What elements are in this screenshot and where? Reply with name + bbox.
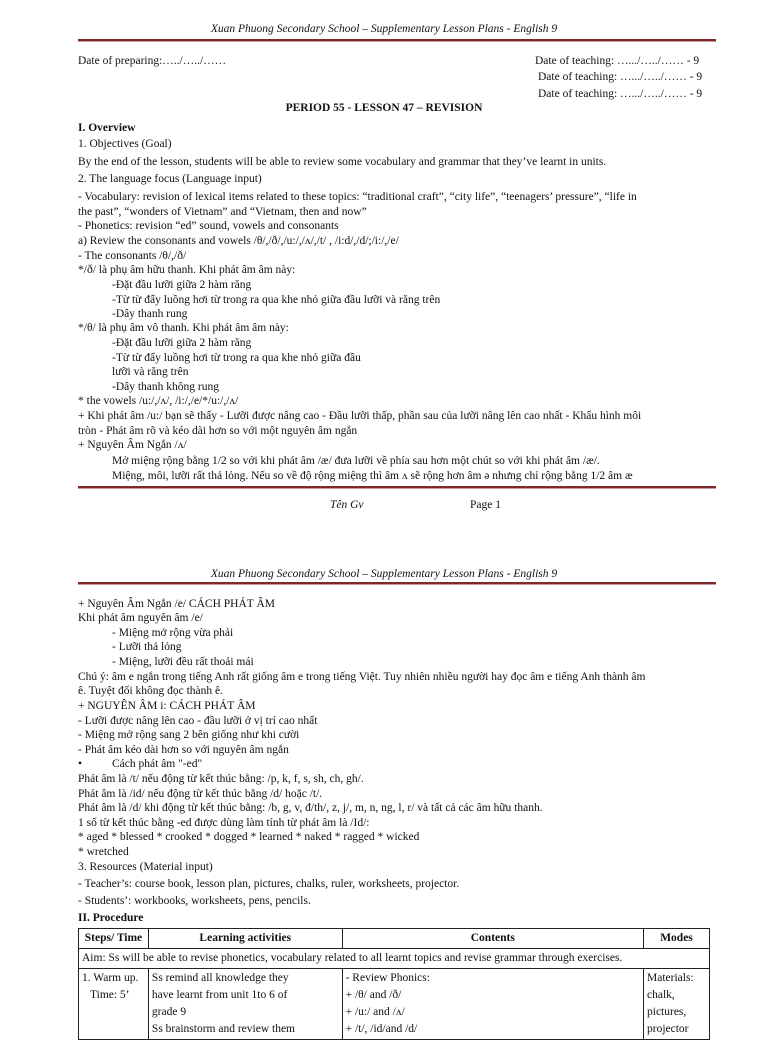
text-line: Khi phát âm nguyên âm /e/ bbox=[78, 612, 203, 624]
content-line: - Review Phonics: bbox=[345, 972, 430, 984]
date-preparing: Date of preparing:…../…../…… bbox=[78, 55, 227, 67]
page-2 bbox=[0, 560, 768, 1035]
text-line: -Dây thanh rung bbox=[112, 308, 188, 320]
activity-line: have learnt from unit 1to 6 of bbox=[151, 989, 288, 1001]
table-header-row bbox=[79, 929, 710, 949]
footer-rule bbox=[78, 486, 716, 489]
mode-line: pictures, bbox=[647, 1006, 687, 1018]
text-line: -Đặt đầu lưỡi giữa 2 hàm răng bbox=[112, 337, 252, 349]
step-cell bbox=[79, 969, 149, 1040]
text-line: lưỡi và răng trên bbox=[112, 366, 189, 378]
header-rule bbox=[78, 582, 716, 585]
text-line: Miệng, môi, lưỡi rất thả lỏng. Nếu so về độ rộng miệng thì âm ʌ sẽ rộng hơn âm ə nhưng chỉ rộng bằng 1/2 âm æ bbox=[112, 470, 633, 482]
text-line: - Phonetics: revision “ed” sound, vowels and consonants bbox=[78, 220, 339, 232]
date-teaching-3: Date of teaching: ….../…../…… - 9 bbox=[538, 88, 703, 100]
text-line: Phát âm là /id/ nếu động từ kết thúc bằng /d/ hoặc /t/. bbox=[78, 788, 323, 800]
content-line: + /u:/ and /ʌ/ bbox=[345, 1006, 405, 1018]
page-header: Xuan Phuong Secondary School – Supplementary Lesson Plans - English 9 bbox=[210, 23, 558, 35]
column-header: Contents bbox=[342, 929, 643, 949]
activity-line: Ss remind all knowledge they bbox=[151, 972, 289, 984]
text-line: the past”, “wonders of Vietnam” and “Vietnam, then and now” bbox=[78, 206, 367, 218]
text-line: By the end of the lesson, students will be able to review some vocabulary and grammar that they’ve learnt in units. bbox=[78, 156, 607, 168]
mode-line: projector bbox=[647, 1023, 689, 1035]
table-row bbox=[79, 969, 710, 1040]
date-teaching-2: Date of teaching: ….../…../…… - 9 bbox=[538, 71, 703, 83]
text-line: + Nguyên Âm Ngắn /e/ CÁCH PHÁT ÂM bbox=[78, 598, 275, 610]
text-line: -Đặt đầu lưỡi giữa 2 hàm răng bbox=[112, 279, 252, 291]
text-line: + Khi phát âm /u:/ bạn sẽ thấy - Lưỡi được nâng cao - Đầu lưỡi thấp, phần sau của lưỡi nâng lên cao nhất - Khẩu hình môi bbox=[78, 410, 642, 422]
text-line: * the vowels /u:/,/ʌ/, /i:/,/e/*/u:/,/ʌ/ bbox=[78, 395, 239, 407]
text-line: - Teacher’s: course book, lesson plan, pictures, chalks, ruler, worksheets, projector. bbox=[78, 878, 460, 890]
column-header: Steps/ Time bbox=[79, 929, 149, 949]
procedure-heading: II. Procedure bbox=[78, 912, 144, 924]
activity-line: Ss brainstorm and review them bbox=[151, 1023, 296, 1035]
aim-row bbox=[79, 949, 710, 969]
text-line: - Miệng mở rộng vừa phải bbox=[112, 627, 234, 639]
column-header: Modes bbox=[644, 929, 710, 949]
mode-line: Materials: bbox=[647, 972, 694, 984]
step-line: Time: 5’ bbox=[90, 989, 130, 1001]
procedure-table bbox=[78, 928, 710, 1040]
text-line: - Phát âm kéo dài hơn so với nguyên âm ngắn bbox=[78, 744, 289, 756]
content-line: + /t/, /id/and /d/ bbox=[345, 1023, 418, 1035]
text-line: 1 số từ kết thúc bằng -ed được dùng làm tính từ phát âm là /Id/: bbox=[78, 817, 370, 829]
text-line: - Lưỡi thả lỏng bbox=[112, 641, 182, 653]
date-teaching-1: Date of teaching: ….../…../…… - 9 bbox=[535, 55, 700, 67]
content-line: + /θ/ and /ð/ bbox=[345, 989, 402, 1001]
text-line: + Nguyên Âm Ngắn /ʌ/ bbox=[78, 439, 187, 451]
step-line: 1. Warm up. bbox=[82, 972, 139, 984]
overview-heading: I. Overview bbox=[78, 122, 136, 134]
activity-line: grade 9 bbox=[151, 1006, 187, 1018]
text-line: */θ/ là phụ âm vô thanh. Khi phát âm âm này: bbox=[78, 322, 289, 334]
header-rule bbox=[78, 39, 716, 42]
footer-author: Tên Gv bbox=[330, 499, 364, 511]
text-line: Chú ý: âm e ngắn trong tiếng Anh rất giống âm e trong tiếng Việt. Tuy nhiên nhiều người hay đọc âm e tiếng Anh thành âm bbox=[78, 671, 646, 683]
mode-line: chalk, bbox=[647, 989, 675, 1001]
column-header: Learning activities bbox=[148, 929, 342, 949]
text-line: Cách phát âm "-ed" bbox=[112, 758, 203, 770]
text-line: tròn - Phát âm rõ và kéo dài hơn so với một nguyên âm ngắn bbox=[78, 425, 358, 437]
text-line: - Miệng, lưỡi đều rất thoải mái bbox=[112, 656, 254, 668]
period-title: PERIOD 55 - LESSON 47 – REVISION bbox=[285, 102, 483, 114]
text-line: -Dây thanh không rung bbox=[112, 381, 219, 393]
text-line: 2. The language focus (Language input) bbox=[78, 173, 262, 185]
contents-cell bbox=[342, 969, 643, 1040]
text-line: Phát âm là /d/ khi động từ kết thúc bằng: /b, g, v, đ/th/, z, j/, m, n, ng, l, r/ và tất cả các âm hữu thanh. bbox=[78, 802, 543, 814]
modes-cell bbox=[644, 969, 710, 1040]
text-line: * wretched bbox=[78, 846, 129, 858]
text-line: -Từ từ đẩy luồng hơi từ trong ra qua khe nhỏ giữa đầu bbox=[112, 352, 361, 364]
text-line: 1. Objectives (Goal) bbox=[78, 138, 172, 150]
aim-cell: Aim: Ss will be able to revise phonetics, vocabulary related to all learnt topics and revise grammar through exercises. bbox=[79, 949, 710, 969]
text-line: Mở miệng rộng bằng 1/2 so với khi phát âm /æ/ đưa lưỡi về phía sau hơn một chút so với khi phát âm /æ/. bbox=[112, 455, 600, 467]
text-line: a) Review the consonants and vowels /θ/,/ð/,/u:/,/ʌ/,/t/ , /i:d/,/d/;/i:/,/e/ bbox=[78, 235, 399, 247]
text-line: 3. Resources (Material input) bbox=[78, 861, 213, 873]
text-line: - The consonants /θ/,/ð/ bbox=[78, 250, 187, 262]
page-header: Xuan Phuong Secondary School – Supplementary Lesson Plans - English 9 bbox=[210, 568, 558, 580]
text-line: - Vocabulary: revision of lexical items related to these topics: “traditional craft”, “city life”, “teenagers’ pressure”, “life in bbox=[78, 191, 637, 203]
text-line: */ð/ là phụ âm hữu thanh. Khi phát âm âm này: bbox=[78, 264, 296, 276]
text-line: - Lưỡi được nâng lên cao - đầu lưỡi ở vị trí cao nhất bbox=[78, 715, 318, 727]
bullet-icon: • bbox=[78, 758, 83, 770]
text-line: ê. Tuyệt đối không đọc thành ê. bbox=[78, 685, 224, 697]
text-line: + NGUYÊN ÂM i: CÁCH PHÁT ÂM bbox=[78, 700, 256, 712]
text-line: - Miệng mở rộng sang 2 bên giống như khi cười bbox=[78, 729, 300, 741]
text-line: Phát âm là /t/ nếu động từ kết thúc bằng: /p, k, f, s, sh, ch, gh/. bbox=[78, 773, 364, 785]
text-line: - Students’: workbooks, worksheets, pens, pencils. bbox=[78, 895, 311, 907]
text-line: * aged * blessed * crooked * dogged * learned * naked * ragged * wicked bbox=[78, 831, 420, 843]
text-line: -Từ từ đẩy luồng hơi từ trong ra qua khe nhỏ giữa đầu lưỡi và răng trên bbox=[112, 294, 441, 306]
activities-cell bbox=[148, 969, 342, 1040]
footer-page-number: Page 1 bbox=[470, 499, 501, 511]
